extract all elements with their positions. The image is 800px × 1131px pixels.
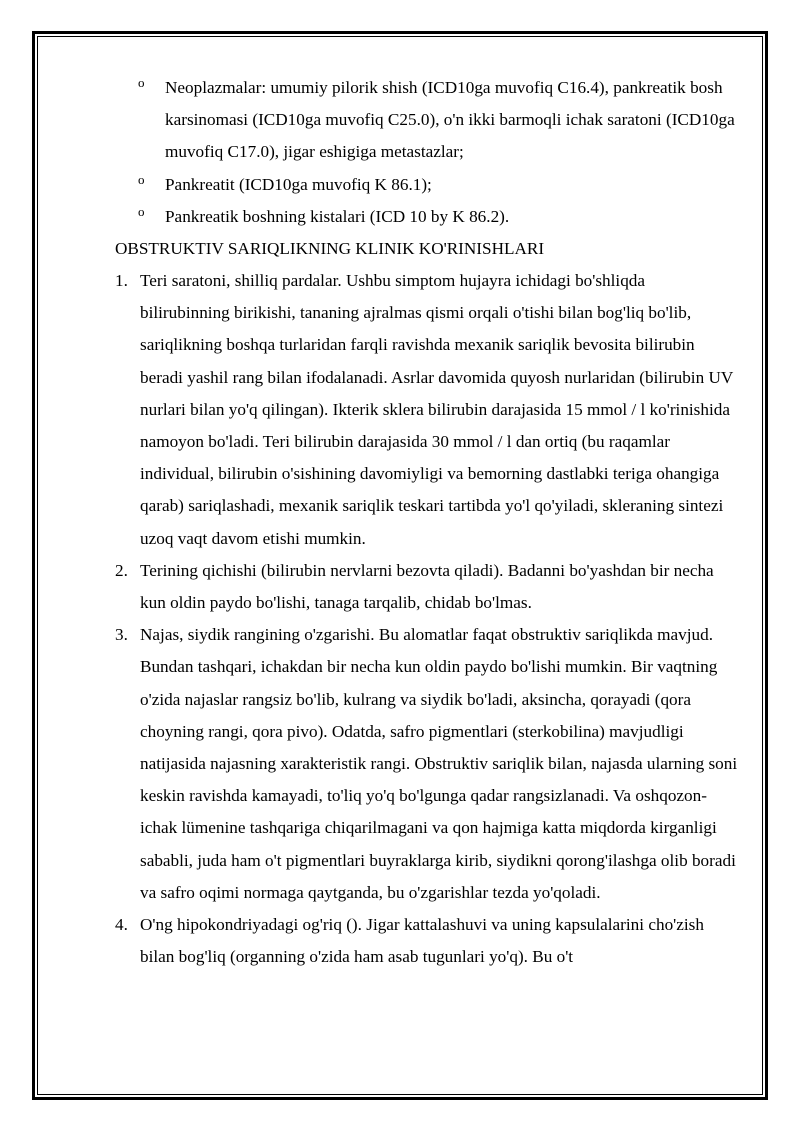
list-item-number: 4. — [115, 915, 128, 935]
circle-bullet-icon: o — [138, 171, 145, 187]
symptoms-list — [0, 265, 800, 973]
list-item-text: Terining qichishi (bilirubin nervlarni bezovta qiladi). Badanni bo'yashdan bir necha kun oldin paydo bo'lishi, tanaga tarqalib, chidab bo'lmas. — [140, 560, 714, 613]
list-item — [0, 169, 745, 201]
section-heading: OBSTRUKTIV SARIQLIKNING KLINIK KO'RINISHLARI — [115, 239, 545, 258]
list-item — [0, 72, 745, 169]
list-item-text: Neoplazmalar: umumiy pilorik shish (ICD10ga muvofiq C16.4), pankreatik bosh karsinomasi (ICD10ga muvofiq C25.0), o'n ikki barmoqli ichak saratoni (ICD10ga muvofiq C17.0), jigar eshigiga metastazlar; — [165, 78, 735, 162]
list-item — [0, 201, 745, 233]
list-item — [0, 909, 738, 973]
list-item-text: Pankreatit (ICD10ga muvofiq K 86.1); — [165, 174, 432, 194]
list-item-number: 2. — [115, 560, 128, 580]
circle-bullet-icon: o — [138, 75, 145, 90]
list-item — [0, 619, 738, 909]
causes-sub-list — [0, 72, 800, 233]
list-item-text: O'ng hipokondriyadagi og'riq (). Jigar kattalashuvi va uning kapsulalarini cho'zish bilan bog'liq (organning o'zida ham asab tugunlari yo'q). Bu o't — [140, 915, 704, 967]
list-item-number: 3. — [115, 625, 128, 645]
list-item-text: Pankreatik boshning kistalari (ICD 10 by K 86.2). — [165, 206, 510, 226]
list-item — [0, 265, 738, 555]
circle-bullet-icon: o — [138, 203, 145, 219]
list-item-text: Najas, siydik rangining o'zgarishi. Bu alomatlar faqat obstruktiv sariqlikda mavjud. Bundan tashqari, ichakdan bir necha kun oldin paydo bo'lishi mumkin. Bir vaqtning o'zida najaslar rangsiz bo'lib, kulrang va siydik bo'ladi, aksincha, qorayadi (qora choyning rangi, qora pivo). Odatda, safro pigmentlari (sterkobilina) mavjudligi natijasida najasning xarakteristik rangi. Obstruktiv sariqlik bilan, najasda ularning soni keskin ravishda kamayadi, to'liq yo'q bo'lgunga qadar rangsizlanadi. Va oshqozon-ichak lümenine tashqariga chiqarilmagani va qon hajmiga katta miqdorda kirganligi sababli, juda ham o't pigmentlari buyraklarga kirib, siydikni qorong'ilashga olib boradi va safro oqimi normaga qaytganda, bu o'zgarishlar tezda yo'qoladi. — [140, 625, 738, 902]
list-item-number: 1. — [115, 271, 128, 290]
list-item — [0, 555, 738, 619]
list-item-text: Teri saratoni, shilliq pardalar. Ushbu simptom hujayra ichidagi bo'shliqda bilirubinning birikishi, tananing ajralmas qismi orqali o'tishi bilan bog'liq bo'lib, sariqlikning boshqa turlaridan farqli ravishda mexanik sariqlik bevosita bilirubin beradi yashil rang bilan ifodalanadi. Asrlar davomida quyosh nurlaridan (bilirubin UV nurlari bilan yo'q qilingan). Ikterik sklera bilirubin darajasida 15 mmol / l ko'rinishida namoyon bo'ladi. Teri bilirubin darajasida 30 mmol / l dan ortiq (bu raqamlar individual, bilirubin o'sishining davomiyligi va bemorning dastlabki teriga ohangiga qarab) sariqlashadi, mexanik sariqlik teskari tartibda yo'l qo'yiladi, skleraning sintezi uzoq vaqt davom etishi mumkin. — [140, 271, 733, 548]
